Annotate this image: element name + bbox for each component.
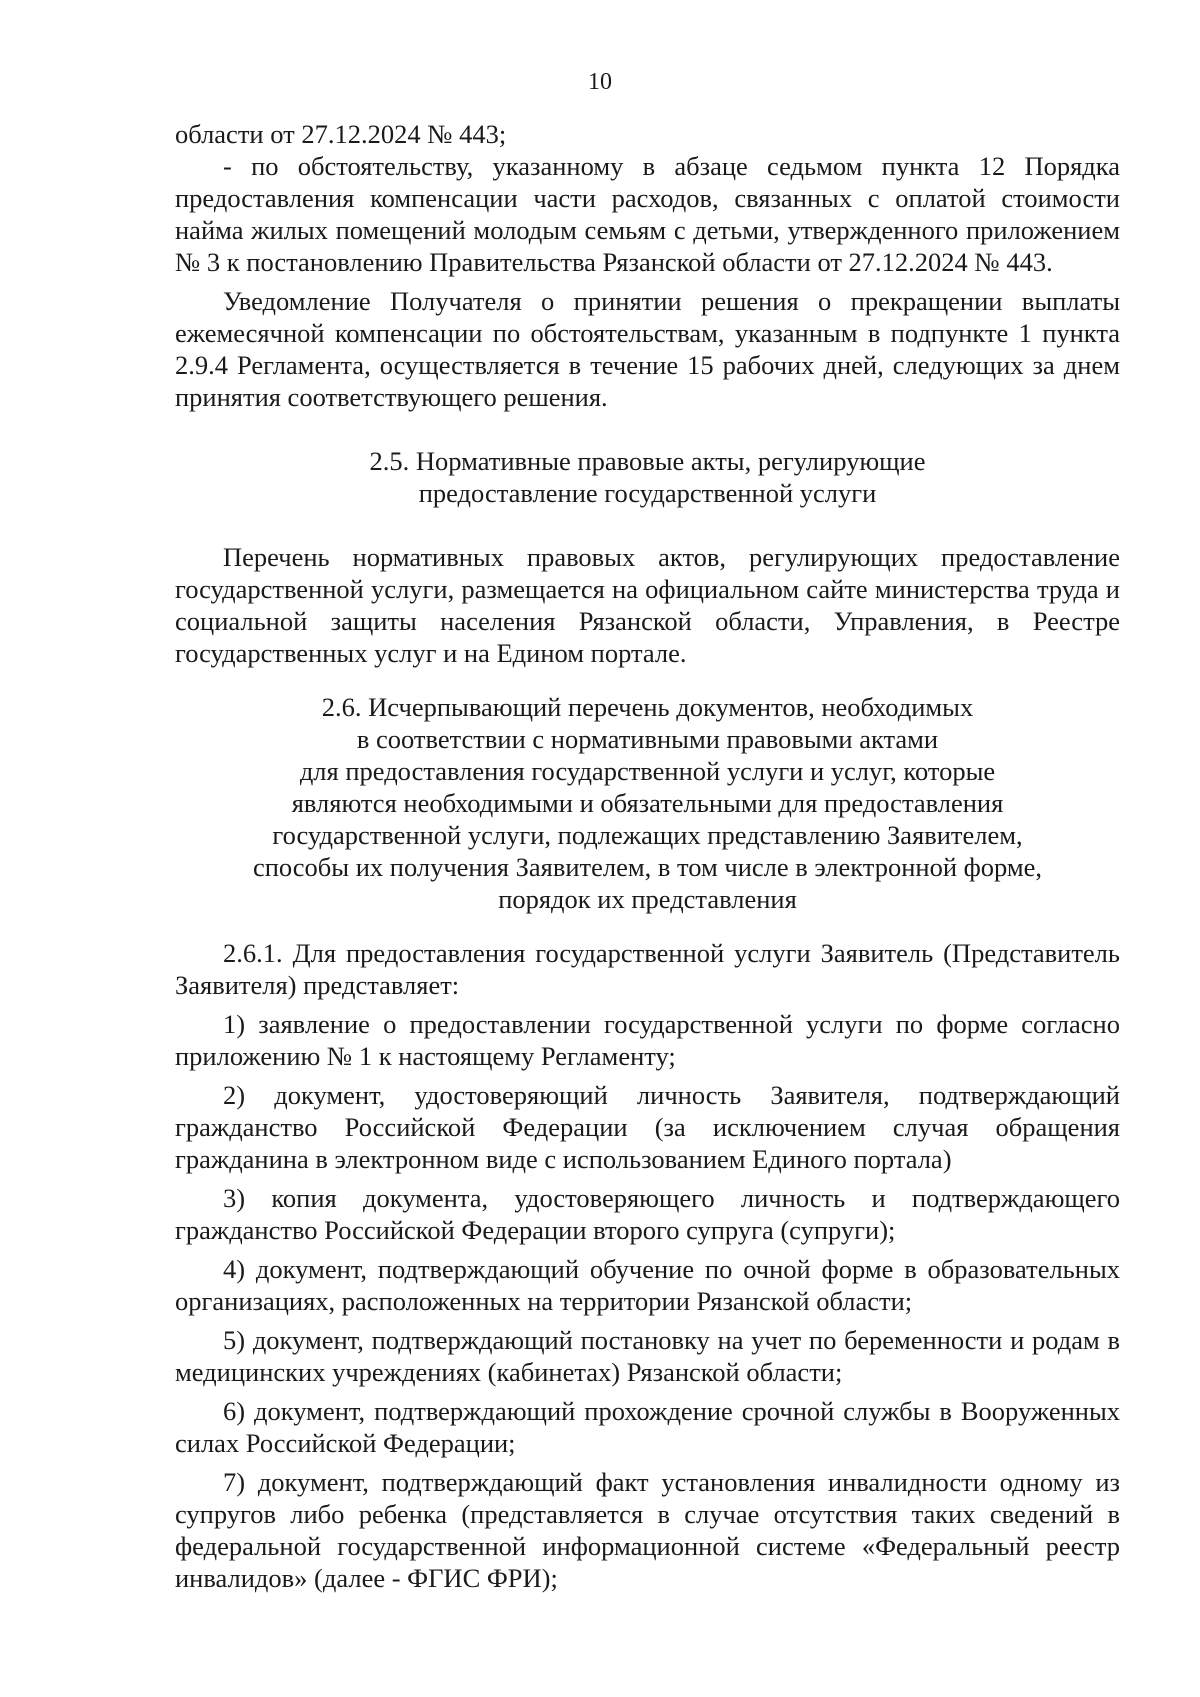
list-item: 5) документ, подтверждающий постановку на учет по беременности и родам в медицинских учреждениях (кабинетах) Рязанской области; xyxy=(175,1325,1120,1387)
heading-line: 2.6. Исчерпывающий перечень документов, необходимых xyxy=(321,692,974,722)
section-heading-2-6 xyxy=(175,691,1120,915)
list-item: 7) документ, подтверждающий факт установления инвалидности одному из супругов либо ребенка (представляется в случае отсутствия таких сведений в федеральной государственной информационной системе «Федеральный реестр инвалидов» (далее - ФГИС ФРИ); xyxy=(175,1467,1120,1593)
list-item: 1) заявление о предоставлении государственной услуги по форме согласно приложению № 1 к настоящему Регламенту; xyxy=(175,1009,1120,1071)
heading-line: 2.5. Нормативные правовые акты, регулирующие xyxy=(369,446,926,476)
paragraph-legal-acts: Перечень нормативных правовых актов, регулирующих предоставление государственной услуги, размещается на официальном сайте министерства труда и социальной защиты населения Рязанской области, Управления, в Реестре государственных услуг и на Едином портале. xyxy=(175,542,1120,668)
paragraph-notification: Уведомление Получателя о принятии решения о прекращении выплаты ежемесячной компенсации по обстоятельствам, указанным в подпункте 1 пункта 2.9.4 Регламента, осуществляется в течение 15 рабочих дней, следующих за днем принятия соответствующего решения. xyxy=(175,286,1120,412)
heading-line: для предоставления государственной услуги и услуг, которые xyxy=(299,756,996,786)
paragraph-2-6-1-intro: 2.6.1. Для предоставления государственной услуги Заявитель (Представитель Заявителя) представляет: xyxy=(175,938,1120,1000)
document-body xyxy=(175,118,1120,1594)
list-item: 3) копия документа, удостоверяющего личность и подтверждающего гражданство Российской Федерации второго супруга (супруги); xyxy=(175,1183,1120,1245)
paragraph-circumstance: - по обстоятельству, указанному в абзаце седьмом пункта 12 Порядка предоставления компенсации части расходов, связанных с оплатой стоимости найма жилых помещений молодым семьям с детьми, утвержденного приложением № 3 к постановлению Правительства Рязанской области от 27.12.2024 № 443. xyxy=(175,151,1120,277)
heading-line: государственной услуги, подлежащих представлению Заявителем, xyxy=(272,820,1023,850)
heading-line: порядок их представления xyxy=(498,884,797,914)
heading-line: являются необходимыми и обязательными для предоставления xyxy=(291,788,1004,818)
heading-line: способы их получения Заявителем, в том числе в электронной форме, xyxy=(252,852,1043,882)
heading-line: предоставление государственной услуги xyxy=(418,478,877,508)
paragraph-continuation: области от 27.12.2024 № 443; xyxy=(175,119,507,149)
heading-line: в соответствии с нормативными правовыми актами xyxy=(356,724,939,754)
list-item: 4) документ, подтверждающий обучение по очной форме в образовательных организациях, расположенных на территории Рязанской области; xyxy=(175,1254,1120,1316)
page-number: 10 xyxy=(588,69,612,95)
list-item: 6) документ, подтверждающий прохождение срочной службы в Вооруженных силах Российской Федерации; xyxy=(175,1396,1120,1458)
list-item: 2) документ, удостоверяющий личность Заявителя, подтверждающий гражданство Российской Федерации (за исключением случая обращения гражданина в электронном виде с использованием Единого портала) xyxy=(175,1080,1120,1174)
section-heading-2-5 xyxy=(175,445,1120,509)
